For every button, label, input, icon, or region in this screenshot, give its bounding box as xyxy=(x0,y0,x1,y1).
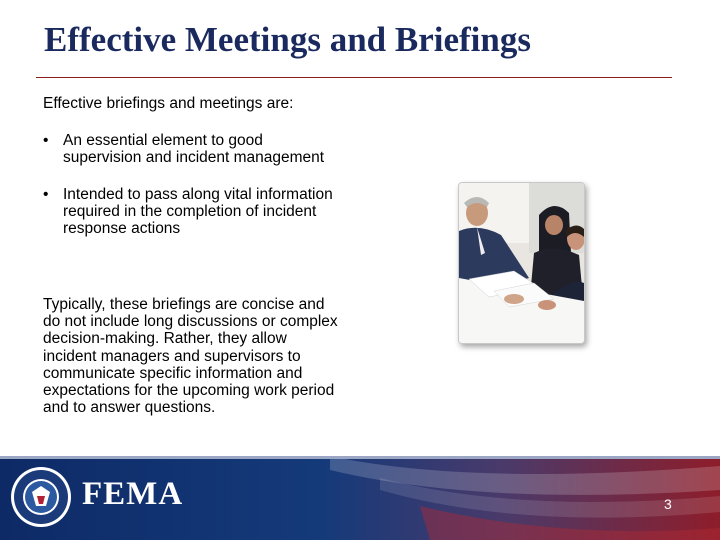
bullet-text: Intended to pass along vital information required in the completion of incident response actions xyxy=(63,186,333,237)
page-number: 3 xyxy=(664,496,672,512)
bullet-list xyxy=(43,132,333,257)
bullet-dot: • xyxy=(43,132,49,149)
intro-text: Effective briefings and meetings are: xyxy=(43,95,294,112)
dhs-seal-icon xyxy=(10,466,72,528)
summary-paragraph: Typically, these briefings are concise and do not include long discussions or complex decision-making. Rather, they allow incident managers and supervisors to communicate specific information and expectations for the upcoming work period and to answer questions. xyxy=(43,296,338,417)
footer-top-edge xyxy=(0,456,720,459)
bullet-item xyxy=(43,186,333,237)
bullet-dot: • xyxy=(43,186,49,203)
slide-title: Effective Meetings and Briefings xyxy=(44,20,531,59)
fema-logo-text: FEMA xyxy=(82,476,184,512)
meeting-photo-illustration xyxy=(459,183,584,343)
bullet-item xyxy=(43,132,333,166)
bullet-text: An essential element to good supervision and incident management xyxy=(63,132,325,166)
meeting-photo xyxy=(458,182,585,344)
title-divider xyxy=(36,77,672,78)
